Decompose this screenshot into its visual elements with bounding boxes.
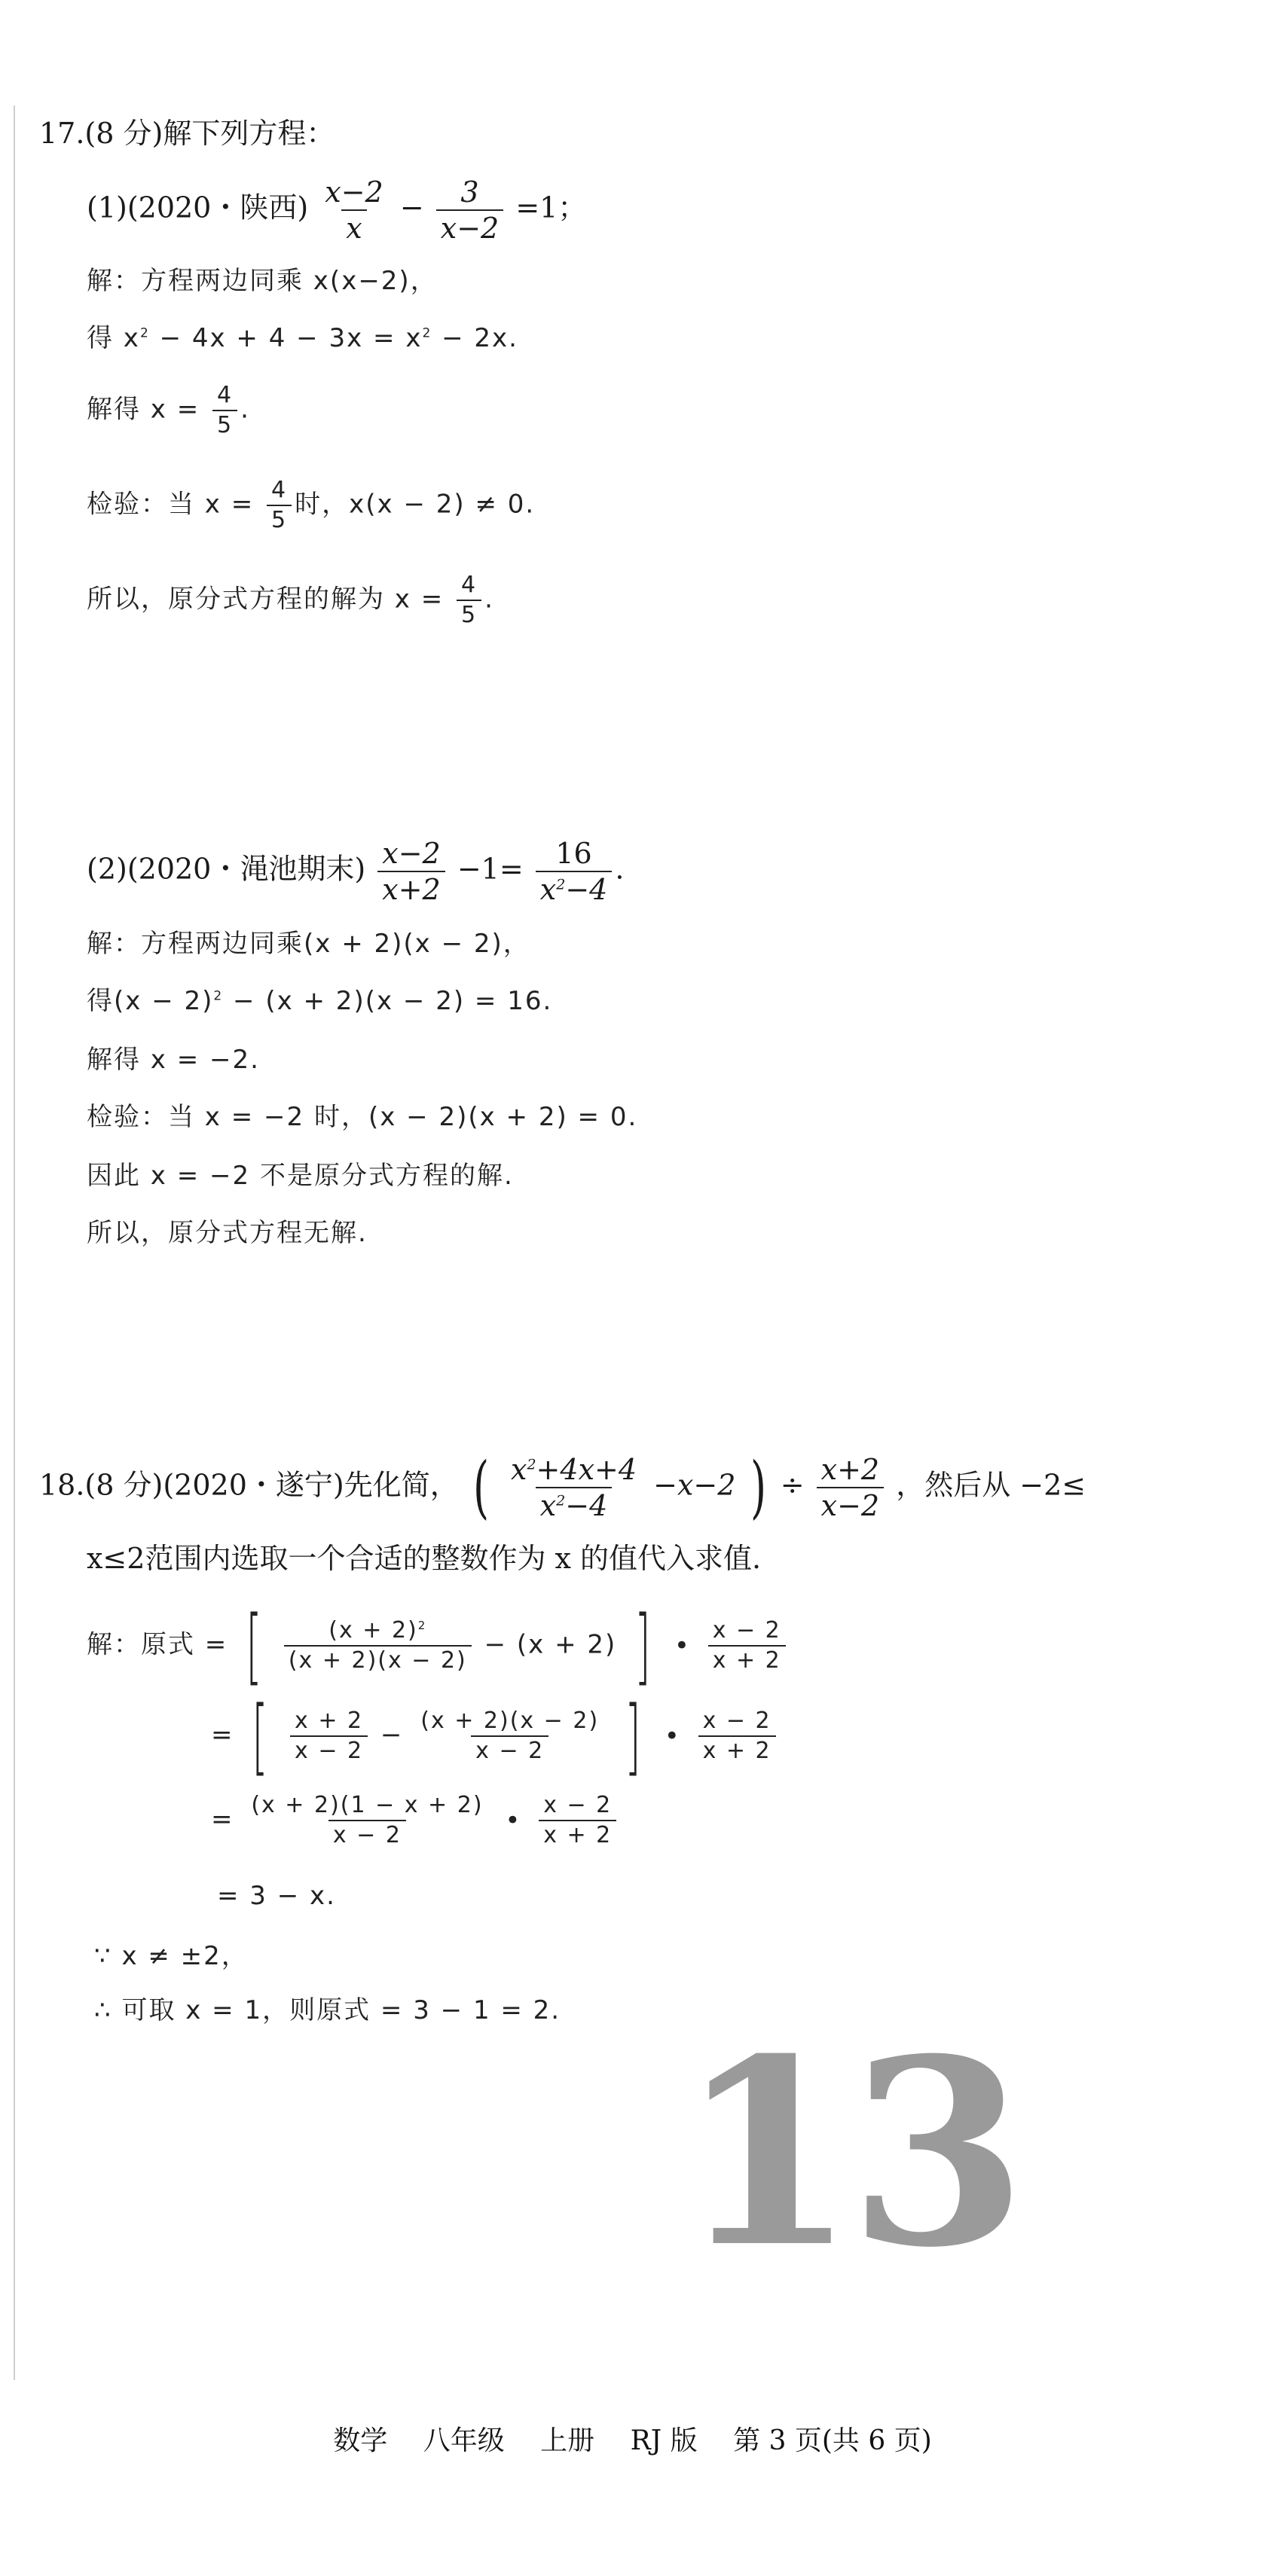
left-bracket: [: [246, 1598, 263, 1694]
fraction: $\frac{(x + 2)(1 - x + 2)}{x - 2}$: [251, 1792, 484, 1848]
fraction: $\frac{x - 2}{x + 2}$: [708, 1619, 786, 1672]
q17-part2-label: (2)(2020・渑池期末): [87, 852, 366, 886]
page-stamp-number: 13: [678, 2004, 1020, 2304]
right-paren: ): [750, 1448, 766, 1527]
footer-volume: 上册: [540, 2425, 595, 2456]
fraction: $\frac{x - 2}{x + 2}$: [698, 1710, 776, 1763]
fraction: $\frac{x^2+4x+4}{x^2-4}$: [511, 1453, 637, 1522]
q17-p1-step3: 解得 x = $\frac{4}{5}$ .: [87, 382, 250, 438]
q17-p1-step1: 解：方程两边同乘 x(x−2)，: [87, 266, 438, 296]
fraction: $\frac{x-2}{x+2}$: [377, 839, 445, 904]
fraction: $\frac{16}{x^2-4}$: [536, 839, 613, 904]
fraction: $\frac{x+2}{x-2}$: [817, 1455, 884, 1520]
fraction: $\frac{(x + 2)(x - 2)}{x - 2}$: [420, 1708, 600, 1764]
footer-grade: 八年级: [423, 2425, 505, 2456]
fraction: $\frac{x + 2}{x - 2}$: [290, 1710, 368, 1763]
left-paren: (: [472, 1448, 489, 1527]
q17-p1-step5: 所以，原分式方程的解为 x = $\frac{4}{5}$ .: [87, 572, 494, 628]
page-edge-line: [14, 105, 15, 2380]
q17-part1-equation: (1)(2020・陕西) $\frac{x-2}{x}$ − $\frac{3}{x-2}$ =1；: [87, 175, 587, 245]
q17-p2-step3: 解得 x = −2.: [87, 1045, 260, 1075]
q17-p2-step1: 解：方程两边同乘(x + 2)(x − 2)，: [87, 929, 530, 959]
q17-part1-label: (1)(2020・陕西): [87, 191, 309, 224]
q18-row5: ∵ x ≠ ±2，: [94, 1941, 249, 1971]
right-bracket: ]: [634, 1598, 652, 1694]
q17-p1-step4: 检验：当 x = $\frac{4}{5}$ 时，x(x − 2) ≠ 0.: [87, 477, 536, 533]
q17-p2-step5: 因此 x = −2 不是原分式方程的解.: [87, 1161, 514, 1191]
fraction: $\frac{(x + 2)^2}{(x + 2)(x - 2)}$: [284, 1619, 472, 1672]
fraction: $\frac{3}{x-2}$: [436, 178, 503, 243]
fraction: $\frac{4}{5}$: [457, 574, 481, 627]
q17-p2-step6: 所以，原分式方程无解.: [87, 1218, 368, 1248]
page-footer: [0, 2419, 1265, 2458]
fraction: $\frac{4}{5}$: [267, 479, 292, 532]
fraction: $\frac{x - 2}{x + 2}$: [539, 1794, 616, 1847]
q17-header: 17.(8 分)解下列方程：: [39, 117, 335, 150]
q17-part2-equation: (2)(2020・渑池期末) $\frac{x-2}{x+2}$ −1= $\frac{16}{x^2-4}$ .: [87, 837, 625, 906]
q18-row1: 解：原式 = [ $\frac{(x + 2)^2}{(x + 2)(x - 2)}$ − (x + 2) ] • $\frac{x - 2}{x + 2}$: [87, 1604, 789, 1687]
footer-edition: RJ 版: [630, 2425, 698, 2456]
q18-row3: = $\frac{(x + 2)(1 - x + 2)}{x - 2}$ • $\frac{x - 2}{x + 2}$: [211, 1794, 619, 1847]
q17-p2-step2: 得$(x - 2)^2 - (x + 2)(x - 2) = 16$.: [87, 986, 553, 1016]
q18-header-line2: x≤2范围内选取一个合适的整数作为 x 的值代入求值.: [87, 1542, 762, 1575]
q17-p2-step4: 检验：当 x = −2 时，(x − 2)(x + 2) = 0.: [87, 1102, 638, 1132]
q17-p1-step2: 得 $x^2 - 4x + 4 - 3x = x^2 - 2x$.: [87, 323, 518, 353]
fraction: $\frac{x-2}{x}$: [325, 175, 383, 245]
q18-row2: = [ $\frac{x + 2}{x - 2}$ − $\frac{(x + 2)(x - 2)}{x - 2}$ ] • $\frac{x - 2}{x + 2}$: [211, 1695, 779, 1778]
q18-row6: ∴ 可取 x = 1，则原式 = 3 − 1 = 2.: [94, 1995, 561, 2025]
fraction: $\frac{4}{5}$: [212, 384, 237, 437]
footer-page: 第 3 页(共 6 页): [733, 2425, 932, 2456]
q18-header: 18.(8 分)(2020・遂宁)先化简， ( $\frac{x^2+4x+4}{x^2-4}$ −x−2 ) ÷ $\frac{x+2}{x-2}$ ，然后从 −2≤: [39, 1448, 1086, 1527]
q18-row4: = 3 − x.: [217, 1881, 336, 1911]
footer-subject: 数学: [333, 2425, 388, 2456]
left-bracket: [: [252, 1688, 270, 1784]
right-bracket: ]: [625, 1688, 642, 1784]
